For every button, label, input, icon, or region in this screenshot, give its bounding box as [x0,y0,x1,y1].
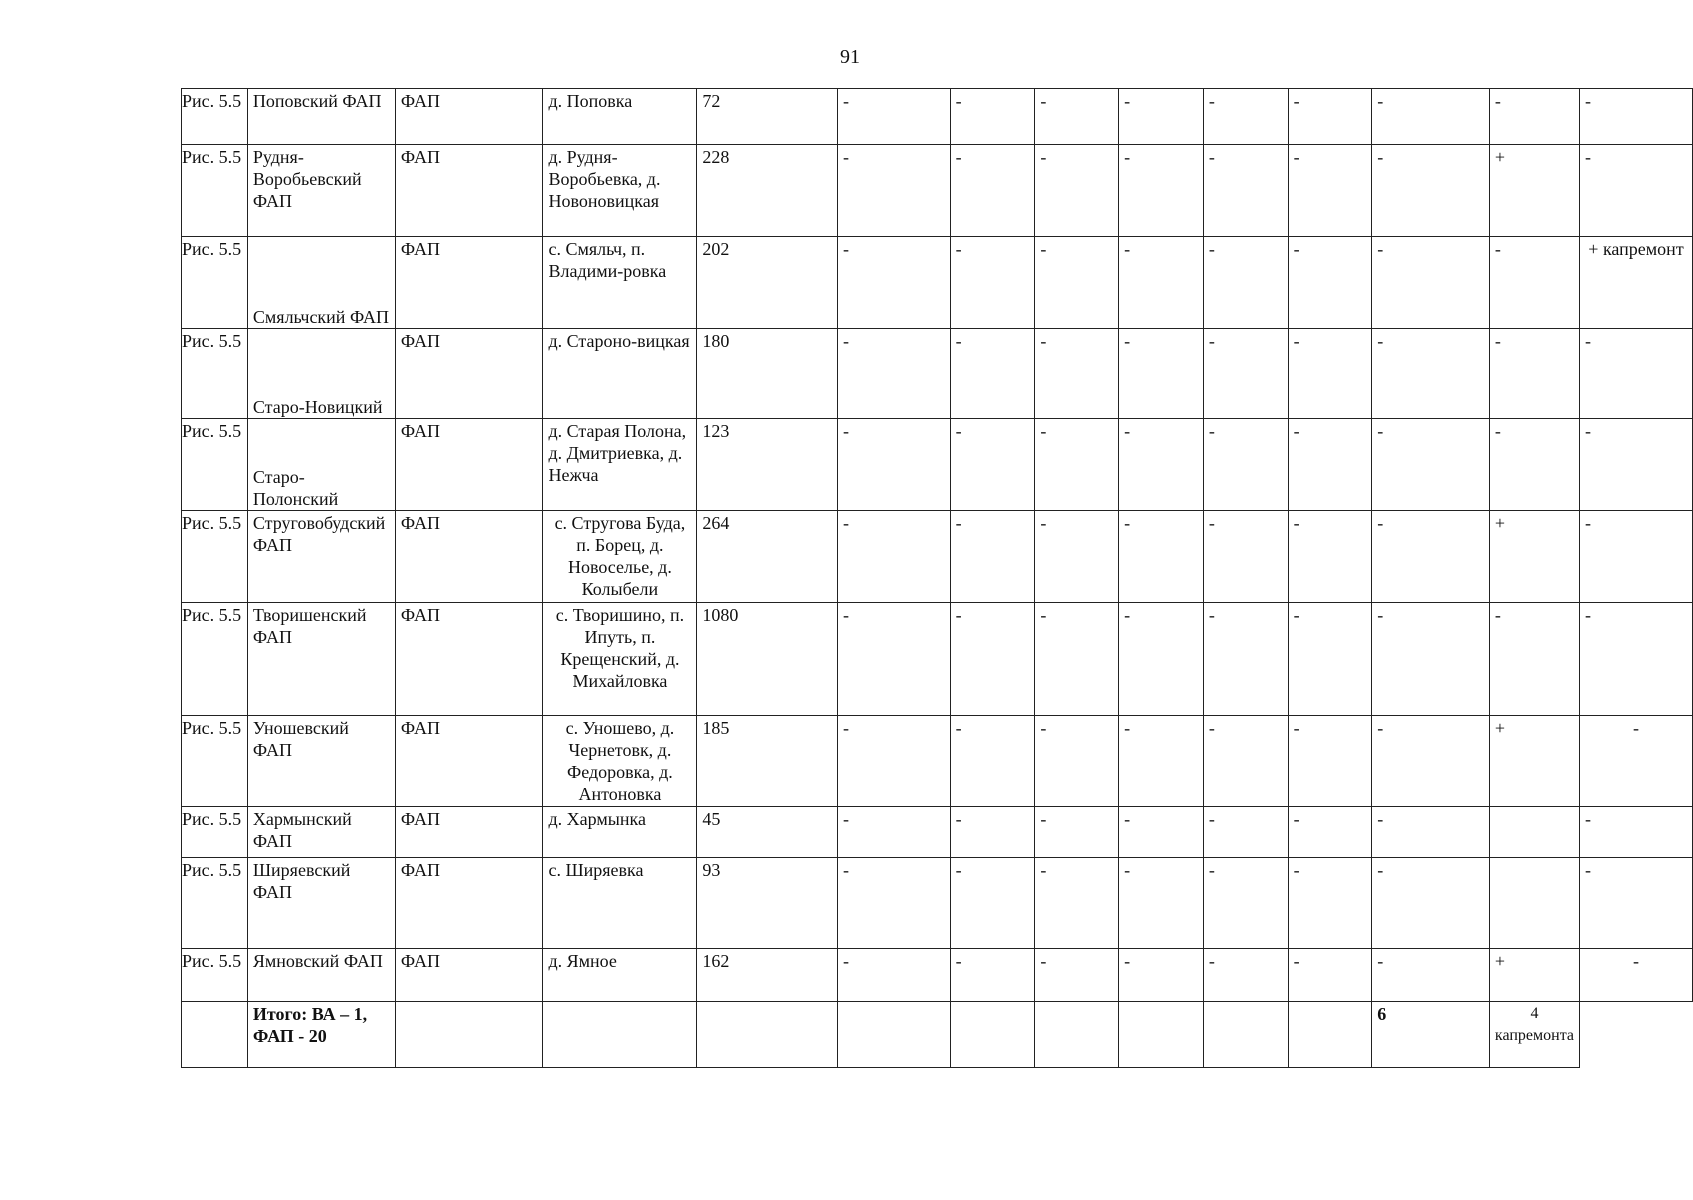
repair-cell: - [1579,807,1692,858]
mark-cell: - [1203,145,1288,237]
mark-cell: - [1372,603,1490,716]
facility-name: Ямновский ФАП [252,951,383,971]
table-row [182,419,1693,511]
facility-name-cell [247,807,395,858]
mark-cell: - [1203,807,1288,858]
facilities-table [181,88,1693,1068]
population-cell: 202 [697,237,838,329]
empty-cell [182,1002,248,1068]
page-number: 91 [840,46,860,68]
table-row [182,807,1693,858]
facility-type-cell: ФАП [395,329,543,419]
mark-cell: - [1203,603,1288,716]
mark-cell: - [1288,419,1372,511]
table-row [182,145,1693,237]
facility-type-cell: ФАП [395,807,543,858]
mark-cell: - [1288,949,1372,1002]
figure-ref-cell: Рис. 5.5 [182,603,248,716]
status-cell: - [1489,237,1579,329]
mark-cell: - [1119,807,1204,858]
settlements-cell: д. Поповка [543,89,697,145]
table-row [182,716,1693,807]
figure-ref-cell: Рис. 5.5 [182,419,248,511]
mark-cell: - [838,145,951,237]
mark-cell: - [838,329,951,419]
facility-name-cell [247,511,395,603]
population-cell: 162 [697,949,838,1002]
facility-type-cell: ФАП [395,949,543,1002]
facility-name: Смяльчский ФАП [252,307,390,327]
mark-cell: - [1119,603,1204,716]
mark-cell: - [1288,329,1372,419]
mark-cell: - [1119,89,1204,145]
mark-cell: - [950,949,1035,1002]
settlements-cell: д. Хармынка [543,807,697,858]
figure-ref-cell: Рис. 5.5 [182,858,248,949]
mark-cell: - [950,603,1035,716]
status-cell: - [1489,329,1579,419]
mark-cell: - [1288,807,1372,858]
figure-ref-cell: Рис. 5.5 [182,329,248,419]
population-cell: 123 [697,419,838,511]
mark-cell: - [1035,237,1119,329]
settlements-cell: с. Ширяевка [543,858,697,949]
mark-cell: - [838,89,951,145]
repair-cell: - [1579,603,1692,716]
total-row [182,1002,1693,1068]
status-cell: + [1489,949,1579,1002]
mark-cell: - [1203,858,1288,949]
facility-name-cell [247,716,395,807]
mark-cell: - [1035,603,1119,716]
mark-cell: - [950,145,1035,237]
table-body [182,89,1693,1068]
population-cell: 93 [697,858,838,949]
settlements-cell: с. Уношево, д. Чернетовк, д. Федоровка, д. Антоновка [543,716,697,807]
population-cell: 1080 [697,603,838,716]
population-cell: 185 [697,716,838,807]
mark-cell: - [950,329,1035,419]
mark-cell: - [1119,145,1204,237]
figure-ref-cell: Рис. 5.5 [182,716,248,807]
table-row [182,949,1693,1002]
repair-cell: + капремонт [1579,237,1692,329]
mark-cell: - [1372,329,1490,419]
total-label: Итого: ВА – 1, ФАП - 20 [247,1002,395,1068]
mark-cell: - [1119,949,1204,1002]
table-row [182,89,1693,145]
mark-cell: - [1372,949,1490,1002]
mark-cell: - [1288,145,1372,237]
mark-cell: - [1035,329,1119,419]
mark-cell: - [1288,603,1372,716]
repair-cell: - [1579,949,1692,1002]
mark-cell: - [1372,237,1490,329]
facility-name: Рудня-Воробьевский ФАП [252,147,362,211]
empty-cell [1203,1002,1288,1068]
population-cell: 228 [697,145,838,237]
facility-name: Ширяевский ФАП [252,860,351,902]
settlements-cell: с. Творишино, п. Ипуть, п. Крещенский, д. Михайловка [543,603,697,716]
population-cell: 264 [697,511,838,603]
facility-name-cell [247,237,395,329]
facility-name-cell [247,145,395,237]
empty-cell [838,1002,951,1068]
empty-cell [543,1002,697,1068]
facility-name-cell [247,419,395,511]
mark-cell: - [950,858,1035,949]
mark-cell: - [1288,858,1372,949]
mark-cell: - [1203,949,1288,1002]
mark-cell: - [1288,237,1372,329]
figure-ref-cell: Рис. 5.5 [182,89,248,145]
facility-type-cell: ФАП [395,89,543,145]
mark-cell: - [1203,329,1288,419]
repair-cell: - [1579,329,1692,419]
settlements-cell: д. Рудня-Воробьевка, д. Новоновицкая [543,145,697,237]
mark-cell: - [1372,858,1490,949]
mark-cell: - [1372,807,1490,858]
facility-name-cell [247,89,395,145]
population-cell: 45 [697,807,838,858]
facility-type-cell: ФАП [395,511,543,603]
table-row [182,511,1693,603]
empty-cell [950,1002,1035,1068]
population-cell: 72 [697,89,838,145]
facility-name: Уношевский ФАП [252,718,349,760]
facility-name-cell [247,603,395,716]
figure-ref-cell: Рис. 5.5 [182,807,248,858]
mark-cell: - [1372,145,1490,237]
status-cell: + [1489,716,1579,807]
settlements-cell: с. Смяльч, п. Владими-ровка [543,237,697,329]
facility-name-cell [247,329,395,419]
facility-type-cell: ФАП [395,716,543,807]
mark-cell: - [1119,858,1204,949]
figure-ref-cell: Рис. 5.5 [182,145,248,237]
facility-name: Старо-Полонский [252,467,339,509]
mark-cell: - [1288,511,1372,603]
settlements-cell: д. Староно-вицкая [543,329,697,419]
mark-cell: - [1035,419,1119,511]
mark-cell: - [1035,949,1119,1002]
facility-name: Старо-Новицкий [252,397,383,417]
empty-cell [697,1002,838,1068]
mark-cell: - [1119,329,1204,419]
facility-name: Хармынский ФАП [252,809,352,851]
mark-cell: - [838,949,951,1002]
mark-cell: - [838,807,951,858]
repair-cell: - [1579,858,1692,949]
facility-name-cell [247,858,395,949]
mark-cell: - [1288,716,1372,807]
mark-cell: - [1119,419,1204,511]
mark-cell: - [1035,511,1119,603]
mark-cell: - [1372,89,1490,145]
facility-type-cell: ФАП [395,858,543,949]
empty-cell [395,1002,543,1068]
table-row [182,237,1693,329]
mark-cell: - [1035,807,1119,858]
mark-cell: - [1288,89,1372,145]
mark-cell: - [950,419,1035,511]
mark-cell: - [838,511,951,603]
mark-cell: - [1035,89,1119,145]
status-cell: - [1489,89,1579,145]
facility-name-cell [247,949,395,1002]
figure-ref-cell: Рис. 5.5 [182,949,248,1002]
mark-cell: - [1035,145,1119,237]
repair-cell: - [1579,511,1692,603]
table-row [182,603,1693,716]
mark-cell: - [1119,511,1204,603]
mark-cell: - [1372,419,1490,511]
mark-cell: - [838,603,951,716]
mark-cell: - [1372,716,1490,807]
status-cell [1489,807,1579,858]
status-cell: + [1489,145,1579,237]
settlements-cell: д. Ямное [543,949,697,1002]
status-cell: - [1489,419,1579,511]
repair-cell: - [1579,419,1692,511]
repair-cell: - [1579,145,1692,237]
status-cell [1489,858,1579,949]
figure-ref-cell: Рис. 5.5 [182,237,248,329]
mark-cell: - [838,237,951,329]
mark-cell: - [950,89,1035,145]
figure-ref-cell: Рис. 5.5 [182,511,248,603]
mark-cell: - [1203,89,1288,145]
mark-cell: - [950,511,1035,603]
empty-cell [1119,1002,1204,1068]
empty-cell [1035,1002,1119,1068]
facility-name: Струговобудский ФАП [252,513,386,555]
mark-cell: - [1203,237,1288,329]
empty-cell [1288,1002,1372,1068]
mark-cell: - [1119,716,1204,807]
population-cell: 180 [697,329,838,419]
settlements-cell: с. Стругова Буда, п. Борец, д. Новоселье, д. Колыбели [543,511,697,603]
status-cell: - [1489,603,1579,716]
table-row [182,858,1693,949]
mark-cell: - [838,419,951,511]
mark-cell: - [1372,511,1490,603]
mark-cell: - [838,858,951,949]
facility-name: Творишенский ФАП [252,605,367,647]
mark-cell: - [838,716,951,807]
mark-cell: - [950,807,1035,858]
status-cell: + [1489,511,1579,603]
mark-cell: - [1203,419,1288,511]
table-row [182,329,1693,419]
total-status: 6 [1372,1002,1490,1068]
facility-name: Поповский ФАП [252,91,382,111]
mark-cell: - [1203,511,1288,603]
mark-cell: - [1035,858,1119,949]
repair-cell: - [1579,89,1692,145]
total-repairs: 4 капремонта [1489,1002,1579,1068]
facility-type-cell: ФАП [395,145,543,237]
facility-type-cell: ФАП [395,237,543,329]
facility-type-cell: ФАП [395,603,543,716]
repair-cell: - [1579,716,1692,807]
settlements-cell: д. Старая Полона, д. Дмитриевка, д. Нежча [543,419,697,511]
mark-cell: - [1203,716,1288,807]
mark-cell: - [950,237,1035,329]
facility-type-cell: ФАП [395,419,543,511]
mark-cell: - [950,716,1035,807]
mark-cell: - [1035,716,1119,807]
mark-cell: - [1119,237,1204,329]
